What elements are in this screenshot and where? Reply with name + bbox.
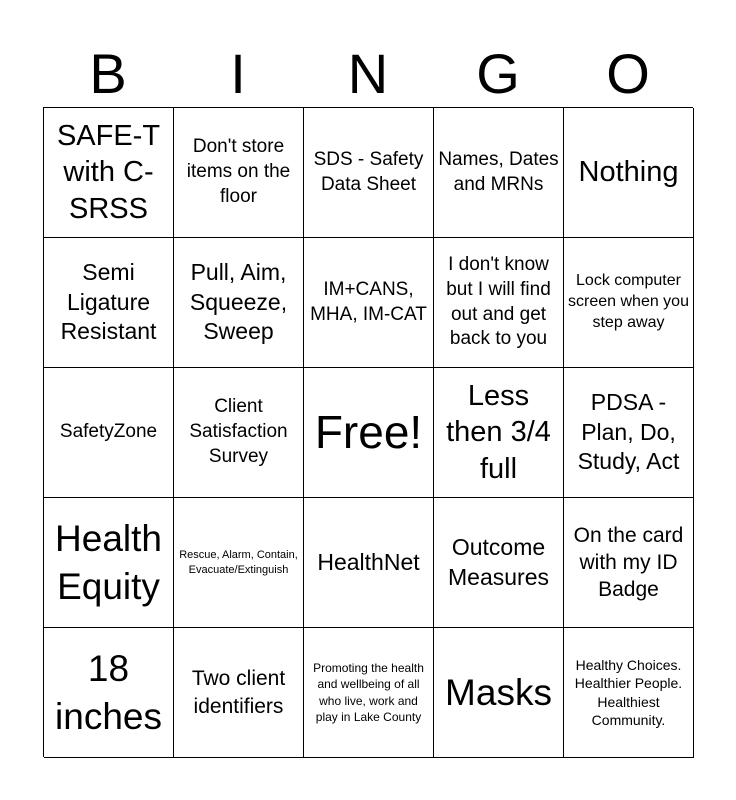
bingo-cell-r5-c1[interactable]: [44, 628, 174, 758]
bingo-cell-r2-c4[interactable]: [434, 238, 564, 368]
bingo-cell-r4-c4[interactable]: [434, 498, 564, 628]
cell-text: On the card with my ID Badge: [573, 523, 684, 602]
cell-text: SAFE-T with C-SRSS: [56, 120, 161, 225]
bingo-cell-r5-c5[interactable]: [564, 628, 694, 758]
header-letter-g: G: [476, 42, 520, 105]
bingo-cell-r4-c2[interactable]: [174, 498, 304, 628]
bingo-cell-r3-c4[interactable]: [434, 368, 564, 498]
cell-text: Nothing: [578, 156, 679, 189]
cell-text: Names, Dates and MRNs: [438, 148, 559, 195]
cell-text: Lock computer screen when you step away: [568, 272, 689, 331]
bingo-cell-r4-c3[interactable]: [304, 498, 434, 628]
cell-text: Promoting the health and wellbeing of all who live, work and play in Lake County: [313, 661, 424, 724]
cell-text: PDSA - Plan, Do, Study, Act: [577, 388, 680, 475]
header-letter-i: I: [230, 42, 246, 105]
bingo-cell-free[interactable]: [304, 368, 434, 498]
cell-text: HealthNet: [317, 548, 420, 575]
header-letter-o: O: [606, 42, 650, 105]
cell-text: Two client identifiers: [191, 667, 286, 718]
header-letter-b: B: [89, 42, 127, 105]
cell-text: IM+CANS, MHA, IM-CAT: [310, 278, 427, 325]
cell-text: SDS - Safety Data Sheet: [313, 148, 424, 195]
cell-text: Semi Ligature Resistant: [60, 258, 157, 345]
cell-text: 18 inches: [55, 648, 162, 737]
bingo-cell-r1-c5[interactable]: [564, 108, 694, 238]
bingo-header: [43, 40, 693, 108]
cell-text: Pull, Aim, Squeeze, Sweep: [189, 258, 288, 345]
cell-text: Less then 3/4 full: [446, 380, 551, 485]
bingo-cell-r3-c5[interactable]: [564, 368, 694, 498]
header-letter-n: N: [347, 42, 389, 105]
bingo-cell-r5-c4[interactable]: [434, 628, 564, 758]
cell-text: Client Satisfaction Survey: [189, 396, 288, 467]
bingo-cell-r1-c1[interactable]: [44, 108, 174, 238]
bingo-board: [43, 107, 693, 757]
bingo-cell-r3-c1[interactable]: [44, 368, 174, 498]
bingo-cell-r1-c3[interactable]: [304, 108, 434, 238]
bingo-cell-r5-c2[interactable]: [174, 628, 304, 758]
cell-text: I don't know but I will find out and get back to you: [446, 254, 551, 350]
cell-text: Don't store items on the floor: [186, 136, 291, 207]
bingo-cell-r2-c2[interactable]: [174, 238, 304, 368]
cell-text: Outcome Measures: [448, 533, 549, 590]
bingo-cell-r2-c3[interactable]: [304, 238, 434, 368]
cell-text: Rescue, Alarm, Contain, Evacuate/Extinguish: [179, 548, 298, 576]
free-space-text: Free!: [314, 406, 423, 459]
bingo-cell-r1-c2[interactable]: [174, 108, 304, 238]
bingo-cell-r4-c1[interactable]: [44, 498, 174, 628]
bingo-cell-r2-c1[interactable]: [44, 238, 174, 368]
cell-text: Masks: [445, 671, 552, 713]
bingo-cell-r3-c2[interactable]: [174, 368, 304, 498]
cell-text: Health Equity: [55, 518, 162, 607]
bingo-cell-r5-c3[interactable]: [304, 628, 434, 758]
bingo-cell-r2-c5[interactable]: [564, 238, 694, 368]
cell-text: Healthy Choices. Healthier People. Healthiest Community.: [574, 657, 683, 728]
bingo-cell-r4-c5[interactable]: [564, 498, 694, 628]
cell-text: SafetyZone: [59, 421, 158, 443]
bingo-cell-r1-c4[interactable]: [434, 108, 564, 238]
